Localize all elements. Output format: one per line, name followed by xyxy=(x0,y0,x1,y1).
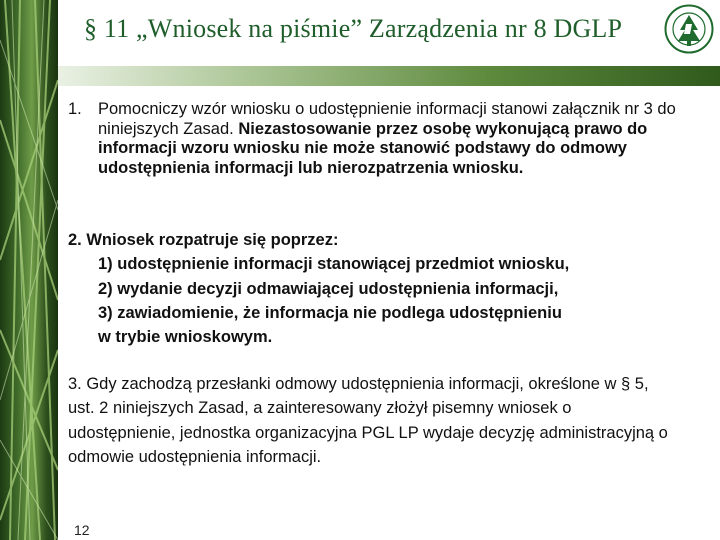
paragraph-1-regular: Pomocniczy wzór wniosku o udostępnienie informacji stanowi załącznik nr 3 do niniejszych Zasad. xyxy=(98,100,676,138)
paragraph-2-item: 2) wydanie decyzji odmawiającej udostępnienia informacji, xyxy=(98,279,559,298)
slide-title: § 11 „Wniosek na piśmie” Zarządzenia nr 8 DGLP xyxy=(84,14,623,43)
lasy-panstwowe-logo xyxy=(664,4,714,54)
paragraph-1-number: 1. xyxy=(68,100,82,118)
paragraph-1 xyxy=(68,100,714,178)
paragraph-2-intro: 2. Wniosek rozpatruje się poprzez: xyxy=(68,231,339,249)
paragraph-3: 3. Gdy zachodzą przesłanki odmowy udostępnienia informacji, określone w § 5, ust. 2 niniejszych Zasad, a zainteresowany złożył pisemny wniosek o udostępnienie, jednostka organizacyjna PGL LP wydaje decyzję administracyjną o odmowie udostępnienia informacji. xyxy=(68,375,668,466)
paragraph-1-bold: Niezastosowanie przez osobę wykonującą prawo do informacji wzoru wniosku nie może stanowić podstawy do odmowy udostępnienia informacji lub nierozpatrzenia wniosku. xyxy=(98,119,648,177)
content-area xyxy=(58,86,720,540)
paragraph-2-item: 3) zawiadomienie, że informacja nie podlega udostępnieniu xyxy=(98,303,562,322)
paragraph-2-item: w trybie wnioskowym. xyxy=(98,328,273,347)
paragraph-2-item: 1) udostępnienie informacji stanowiącej przedmiot wniosku, xyxy=(98,255,570,274)
pine-needles-image xyxy=(0,0,58,540)
header-rule xyxy=(58,66,720,86)
page-number: 12 xyxy=(74,522,90,538)
paragraph-2 xyxy=(68,228,714,349)
